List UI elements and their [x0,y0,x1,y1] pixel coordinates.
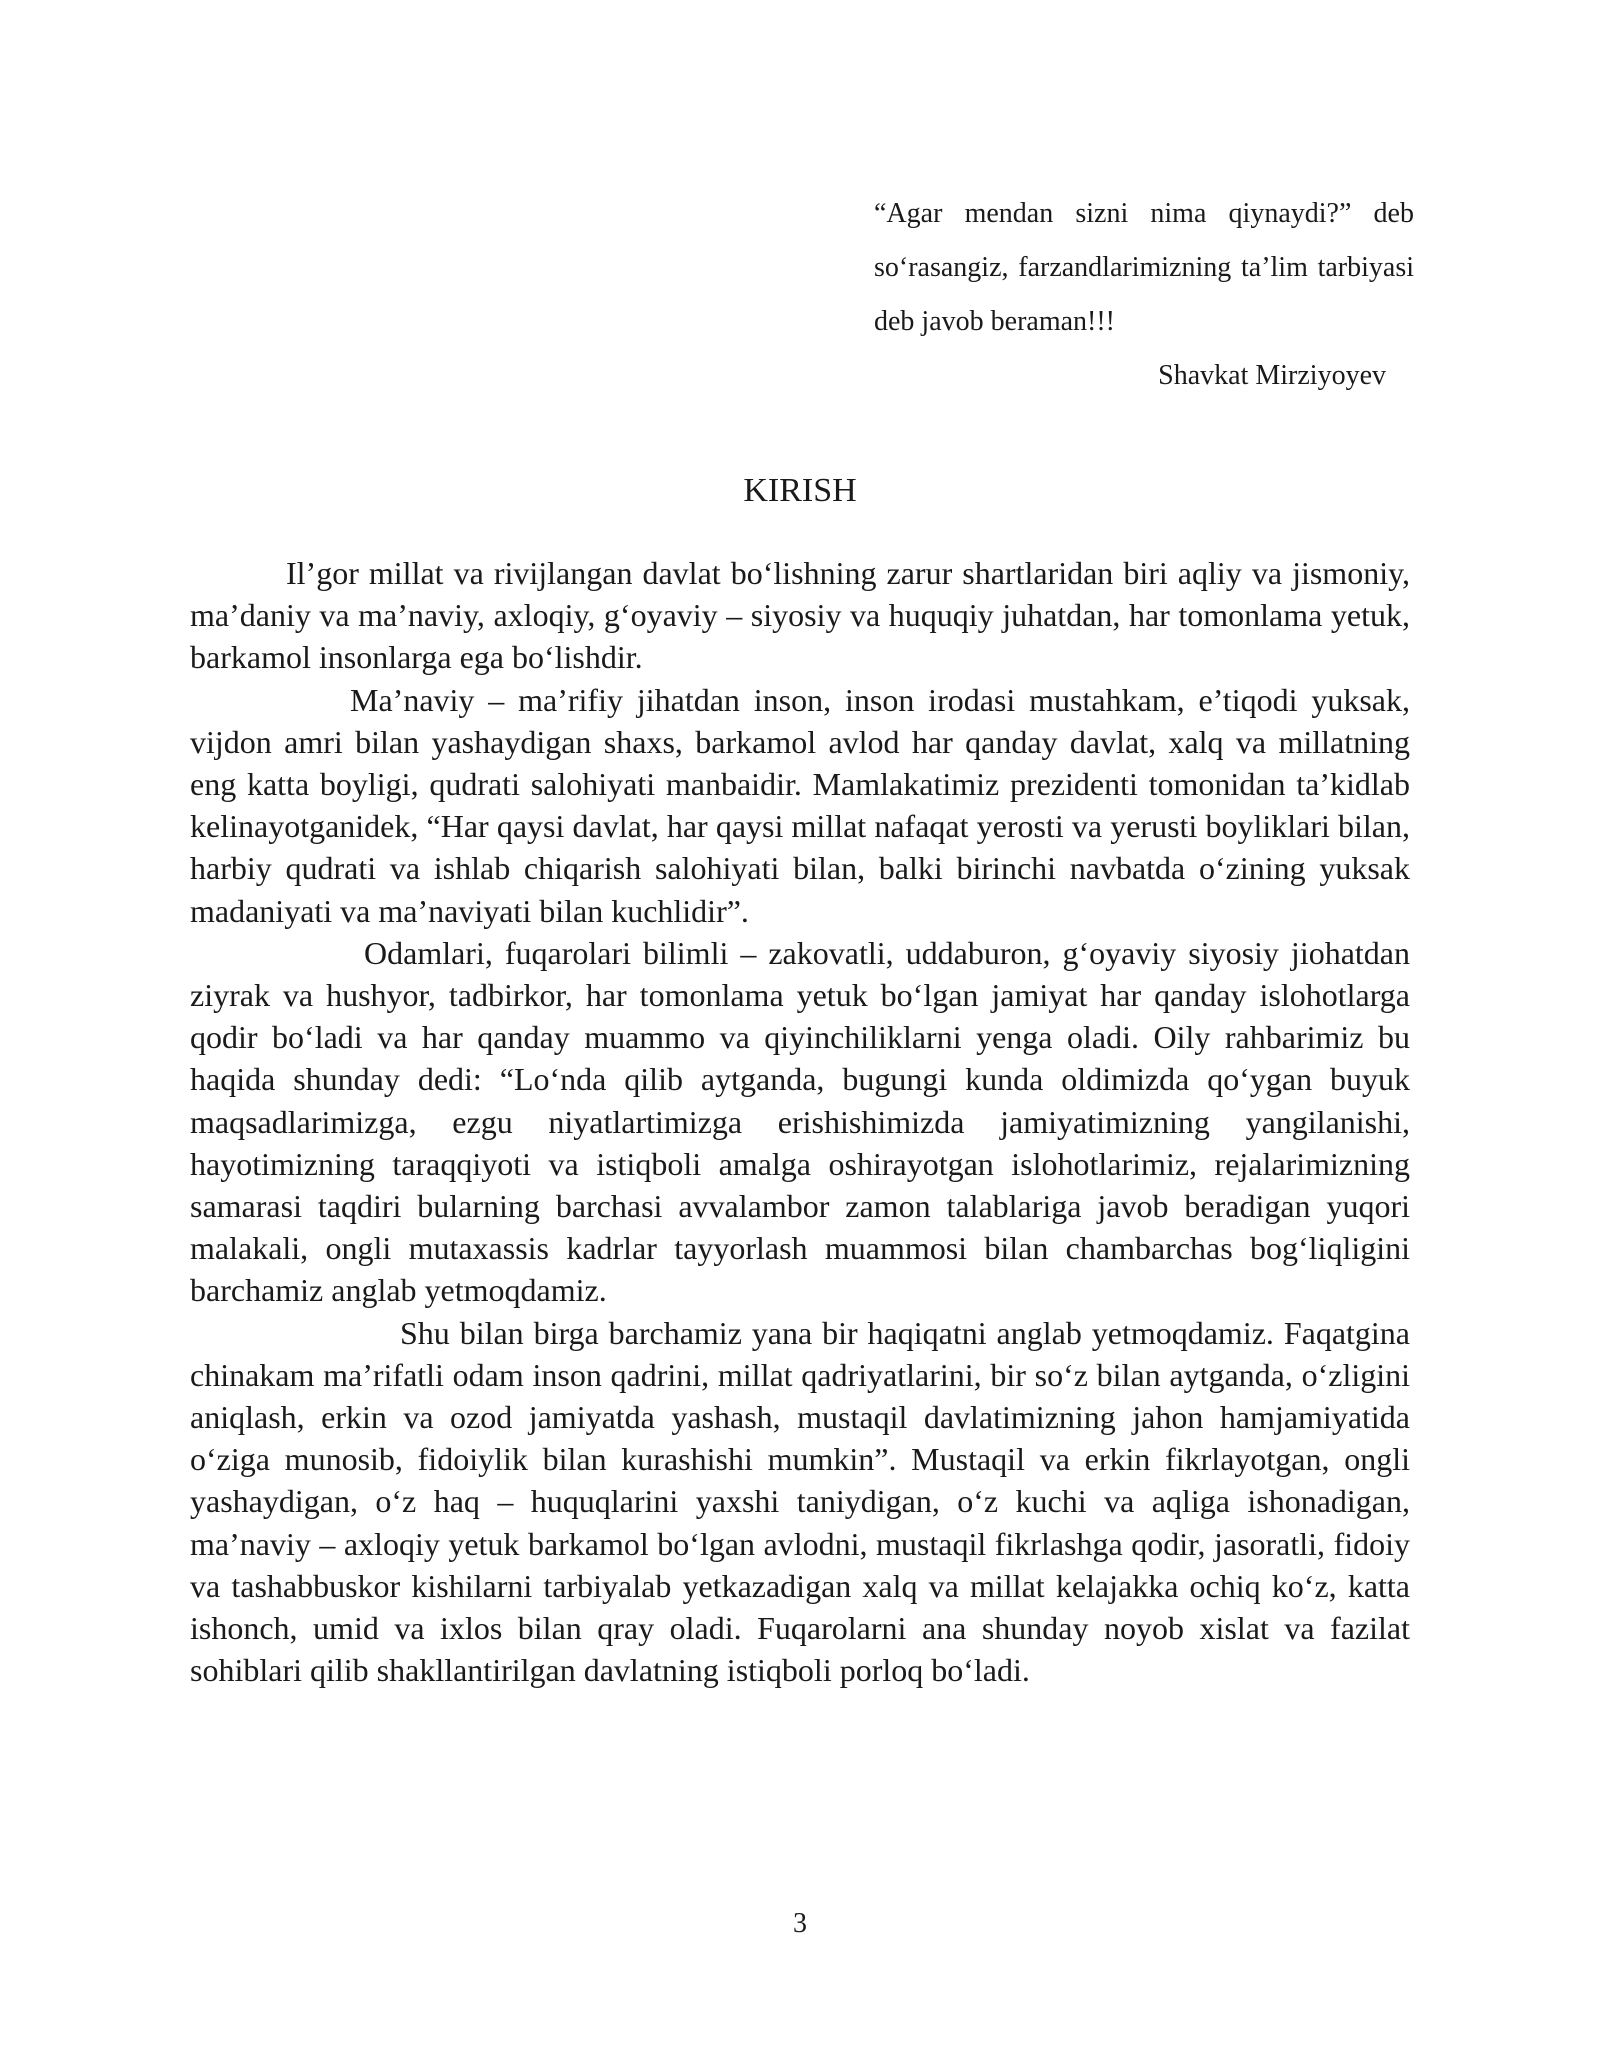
section-heading: KIRISH [743,472,857,509]
page-number: 3 [793,1908,807,1939]
epigraph-quote: “Agar mendan sizni nima qiynaydi?” deb so‘rasangiz, farzandlarimizning ta’lim tarbiyasi deb javob beraman!!! [874,198,1414,337]
paragraph: Shu bilan birga barchamiz yana bir haqiqatni anglab yetmoqdamiz. Faqatgina chinakam ma’rifatli odam inson qadrini, millat qadriyatlarini, bir so‘z bilan aytganda, o‘zligini aniqlash, erkin va ozod jamiyatda yashash, mustaqil davlatimizning jahon hamjamiyatida o‘ziga munosib, fidoiylik bilan kurashishi mumkin”. Mustaqil va erkin fikrlayotgan, ongli yashaydigan, o‘z haq – huquqlarini yaxshi taniydigan, o‘z kuchi va aqliga ishonadigan, ma’naviy – axloqiy yetuk barkamol bo‘lgan avlodni, mustaqil fikrlashga qodir, jasoratli, fidoiy va tashabbuskor kishilarni tarbiyalab yetkazadigan xalq va millat kelajakka ochiq ko‘z, katta ishonch, umid va ixlos bilan qray oladi. Fuqarolarni ana shunday noyob xislat va fazilat sohiblari qilib shakllantirilgan davlatning istiqboli porloq bo‘ladi. [190,1314,1410,1689]
body-text [190,552,1410,1691]
epigraph [874,187,1414,403]
paragraph: Odamlari, fuqarolari bilimli – zakovatli, uddaburon, g‘oyaviy siyosiy jiohatdan ziyrak va hushyor, tadbirkor, har tomonlama yetuk bo‘lgan jamiyat har qanday islohotlarga qodir bo‘ladi va har qanday muammo va qiyinchiliklarni yenga oladi. Oily rahbarimiz bu haqida shunday dedi: “Lo‘nda qilib aytganda, bugungi kunda oldimizda qo‘ygan buyuk maqsadlarimizga, ezgu niyatlartimizga erishishimizda jamiyatimizning yangilanishi, hayotimizning taraqqiyoti va istiqboli amalga oshirayotgan islohotlarimiz, rejalarimizning samarasi taqdiri bularning barchasi avvalambor zamon talablariga javob beradigan yuqori malakali, ongli mutaxassis kadrlar tayyorlash muammosi bilan chambarchas bog‘liqligini barchamiz anglab yetmoqdamiz. [190,934,1410,1309]
paragraph: Il’gor millat va rivijlangan davlat bo‘lishning zarur shartlaridan biri aqliy va jismoniy, ma’daniy va ma’naviy, axloqiy, g‘oyaviy – siyosiy va huquqiy juhatdan, har tomonlama yetuk, barkamol insonlarga ega bo‘lishdir. [190,555,1410,676]
epigraph-author: Shavkat Mirziyoyev [1158,360,1386,391]
paragraph: Ma’naviy – ma’rifiy jihatdan inson, inson irodasi mustahkam, e’tiqodi yuksak, vijdon amri bilan yashaydigan shaxs, barkamol avlod har qanday davlat, xalq va millatning eng katta boyligi, qudrati salohiyati manbaidir. Mamlakatimiz prezidenti tomonidan ta’kidlab kelinayotganidek, “Har qaysi davlat, har qaysi millat nafaqat yerosti va yerusti boyliklari bilan, harbiy qudrati va ishlab chiqarish salohiyati bilan, balki birinchi navbatda o‘zining yuksak madaniyati va ma’naviyati bilan kuchlidir”. [190,681,1410,929]
